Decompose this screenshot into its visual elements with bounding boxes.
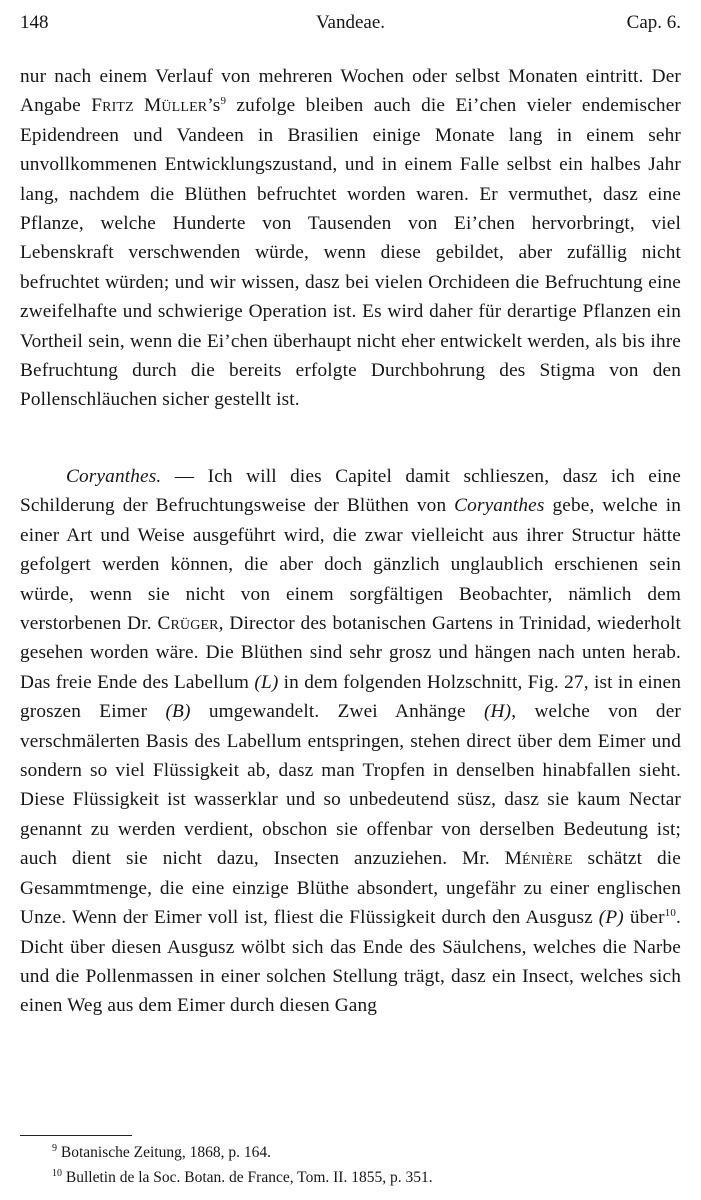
paragraph-2-text: , welche von der verschmälerten Basis des Labellum entspringen, stehen direct über dem Eimer und sondern so viel Flüssigkeit ab, dasz man Tropfen in denselben hinabfallen sieht. Diese Flüssigkeit ist wasserklar und so unbedeutend süsz, dasz sie kaum Nectar genannt zu werden verdient, obschon sie offenbar von derselben Bedeutung ist; auch dient sie nicht dazu, Insecten anzuziehen. Mr. bbox=[20, 701, 681, 870]
footnote-divider bbox=[20, 1135, 132, 1136]
paragraph-2-text: umgewandelt. Zwei Anhänge bbox=[190, 701, 484, 723]
figure-label-B: (B) bbox=[165, 701, 191, 723]
footnote-ref-10[interactable]: 10 bbox=[664, 907, 677, 920]
paragraph-1-text: ’s bbox=[207, 95, 221, 117]
paragraph-2-text: über bbox=[623, 907, 665, 929]
footnote-9 bbox=[52, 1140, 433, 1165]
footnote-number: 9 bbox=[52, 1143, 57, 1154]
footnote-number: 10 bbox=[52, 1168, 62, 1179]
footnote-text: Bulletin de la Soc. Botan. de France, Tom. II. 1855, p. 351. bbox=[62, 1169, 433, 1186]
author-name-meniere: Ménière bbox=[504, 848, 573, 870]
figure-label-P: (P) bbox=[598, 907, 624, 929]
author-name-fritz-mueller: Fritz Müller bbox=[91, 95, 208, 117]
paragraph-2-text: , Director des botanischen Gartens in Trinidad, wiederholt gesehen worden wäre. Die Blüthen sind sehr grosz und hängen nach unten herab. Das freie Ende des Labellum bbox=[20, 613, 681, 693]
paragraph-2-text: . Dicht über diesen Ausgusz wölbt sich das Ende des Säulchens, welches die Narbe und die Pollenmassen in einer solchen Stellung trägt, dasz ein Insect, welches sich einen Weg aus dem Eimer durch diesen Gang bbox=[20, 907, 681, 1017]
paragraph-2-text: in dem folgenden Holzschnitt, Fig. 27, ist in einen groszen Eimer bbox=[20, 671, 681, 723]
paragraph-2-text: — Ich will dies Capitel damit schlieszen, dasz ich eine Schilderung der Befruchtungsweise der Blüthen von bbox=[20, 466, 681, 517]
section-heading-coryanthes: Coryanthes. bbox=[66, 466, 162, 487]
running-title: Vandeae. bbox=[315, 12, 386, 33]
genus-coryanthes: Coryanthes bbox=[454, 495, 545, 517]
author-name-cruger: Crüger bbox=[157, 613, 219, 635]
page-number: 148 bbox=[20, 12, 49, 33]
footnote-text: Botanische Zeitung, 1868, p. 164. bbox=[57, 1144, 271, 1161]
paragraph-1-text: nur nach einem Verlauf von mehreren Wochen oder selbst Monaten eintritt. Der Angabe bbox=[20, 66, 681, 117]
paragraph-2-text: schätzt die Gesammtmenge, die eine einzige Blüthe absondert, ungefähr zu einer englischen Unze. Wenn der Eimer voll ist, fliest die Flüssigkeit durch den Ausgusz bbox=[20, 848, 681, 929]
paragraph-2-text: gebe, welche in einer Art und Weise ausgeführt wird, die zwar vielleicht aus ihrer Structur hätte gefolgert werden können, die aber doch gänzlich unglaublich erschienen sein würde, wenn sie nicht von einem sorgfältigen Beobachter, nämlich dem verstorbenen Dr. bbox=[20, 495, 681, 635]
paragraph-2 bbox=[20, 462, 681, 1021]
figure-label-L: (L) bbox=[254, 671, 279, 693]
chapter-label: Cap. 6. bbox=[626, 12, 681, 33]
footnotes bbox=[52, 1140, 433, 1190]
figure-label-H: (H) bbox=[483, 701, 512, 723]
footnote-ref-9[interactable]: 9 bbox=[220, 95, 227, 108]
footnote-10 bbox=[52, 1165, 433, 1190]
page-header bbox=[20, 12, 681, 40]
paragraph-1-text: zufolge bleiben auch die Ei’chen vieler endemischer Epidendreen und Vandeen in Brasilien einige Monate lang in einem sehr unvollkommenen Entwicklungszustand, und in einem Falle selbst ein halbes Jahr lang, nachdem die Blüthen befruchtet worden waren. Er vermuthet, dasz eine Pflanze, welche Hunderte von Tausenden von Ei’chen hervorbringt, viel Lebenskraft verschwenden würde, wenn diese gebildet, aber zufällig nicht befruchtet würden; und wir wissen, dasz bei vielen Orchideen die Befruchtung eine zweifelhafte und schwierige Operation ist. Es wird daher für derartige Pflanzen ein Vortheil sein, wenn die Ei’chen überhaupt nicht eher entwickelt werden, als bis ihre Befruchtung durch die bereits erfolgte Durchbohrung des Stigma von den Pollenschläuchen sicher gestellt ist. bbox=[20, 95, 681, 411]
paragraph-1 bbox=[20, 62, 681, 415]
